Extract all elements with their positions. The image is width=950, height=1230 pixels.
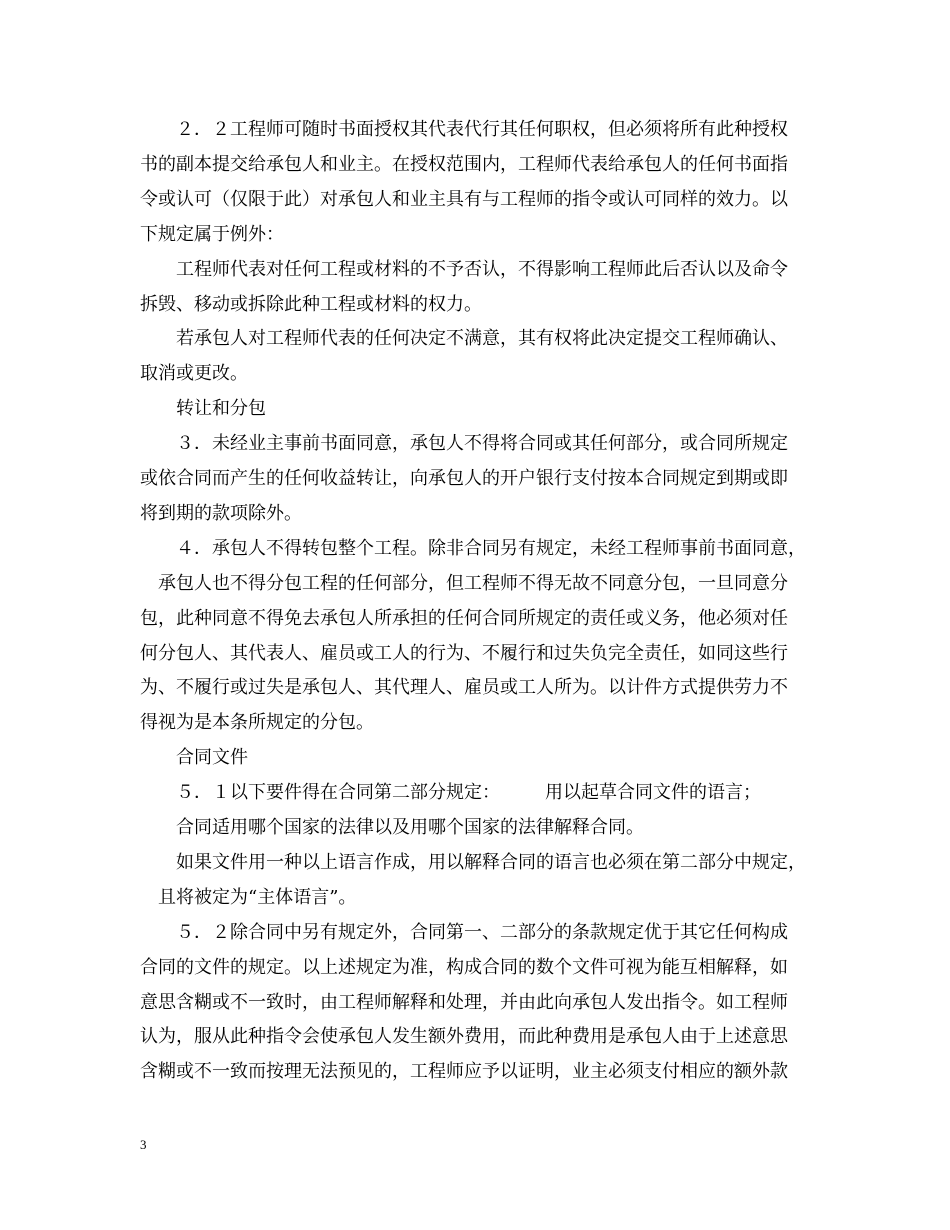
text-line: 合同适用哪个国家的法律以及用哪个国家的法律解释合同。 [140,817,644,838]
text-line: 合同文件 [140,747,248,768]
text-line: 认为，服从此种指令会使承包人发生额外费用，而此种费用是承包人由于上述意思 [140,1026,788,1047]
text-line: 转让和分包 [140,398,266,419]
text-line: 包，此种同意不得免去承包人所承担的任何合同所规定的责任或义务，他必须对任 [140,608,788,629]
text-line: ２．２工程师可随时书面授权其代表代行其任何职权，但必须将所有此种授权 [140,119,788,140]
text-line: 取消或更改。 [140,363,248,384]
text-line: 意思含糊或不一致时，由工程师解释和处理，并由此向承包人发出指令。如工程师 [140,992,788,1013]
text-line: 将到期的款项除外。 [140,503,302,524]
text-line: 且将被定为“主体语言”。 [140,887,357,908]
text-line: 书的副本提交给承包人和业主。在授权范围内，工程师代表给承包人的任何书面指 [140,154,788,175]
text-line: ４．承包人不得转包整个工程。除非合同另有规定，未经工程师事前书面同意， [140,538,806,559]
text-line: 令或认可（仅限于此）对承包人和业主具有与工程师的指令或认可同样的效力。以 [140,189,788,210]
text-line: 如果文件用一种以上语言作成，用以解释合同的语言也必须在第二部分中规定， [140,852,806,873]
text-line: 得视为是本条所规定的分包。 [140,712,374,733]
page-number: 3 [140,1137,147,1152]
text-line: 下规定属于例外： [140,224,284,245]
text-line: ５．１以下要件得在合同第二部分规定： 用以起草合同文件的语言； [140,782,761,803]
text-line: 若承包人对工程师代表的任何决定不满意，其有权将此决定提交工程师确认、 [140,328,788,349]
text-line: 何分包人、其代表人、雇员或工人的行为、不履行和过失负完全责任，如同这些行 [140,643,788,664]
text-line: 或依合同而产生的任何收益转让，向承包人的开户银行支付按本合同规定到期或即 [140,468,788,489]
text-line: 为、不履行或过失是承包人、其代理人、雇员或工人所为。以计件方式提供劳力不 [140,677,788,698]
text-line: 拆毁、移动或拆除此种工程或材料的权力。 [140,294,482,315]
text-line: 合同的文件的规定。以上述规定为准，构成合同的数个文件可视为能互相解释，如 [140,957,788,978]
text-line: ３．未经业主事前书面同意，承包人不得将合同或其任何部分，或合同所规定 [140,433,788,454]
text-line: 含糊或不一致而按理无法预见的，工程师应予以证明，业主必须支付相应的额外款 [140,1061,788,1082]
text-line: ５．２除合同中另有规定外，合同第一、二部分的条款规定优于其它任何构成 [140,922,788,943]
text-line: 工程师代表对任何工程或材料的不予否认，不得影响工程师此后否认以及命令 [140,259,788,280]
text-line: 承包人也不得分包工程的任何部分，但工程师不得无故不同意分包，一旦同意分 [140,573,788,594]
